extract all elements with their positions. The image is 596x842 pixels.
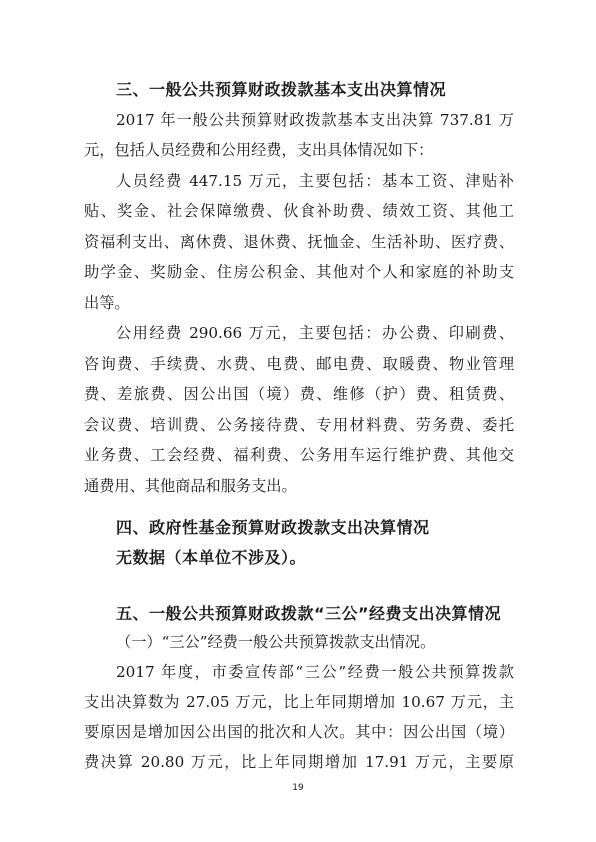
section-3-para-3-line-4: 会议费、培训费、公务接待费、专用材料费、劳务费、委托 bbox=[84, 416, 514, 434]
section-5-para-1-line-3: 要原因是增加因公出国的批次和人次。其中：因公出国（境） bbox=[84, 723, 514, 741]
section-3-para-2-line-4: 助学金、奖励金、住房公积金、其他对个人和家庭的补助支 bbox=[84, 263, 514, 281]
section-3-para-2-line-2: 贴、奖金、社会保障缴费、伙食补助费、绩效工资、其他工 bbox=[84, 202, 514, 220]
section-3-para-1-line-2: 元，包括人员经费和公用经费，支出具体情况如下： bbox=[84, 141, 434, 159]
section-3-para-2-line-5: 出等。 bbox=[84, 294, 130, 312]
section-5-para-1-line-4: 费决算 20.80 万元，比上年同期增加 17.91 万元，主要原 bbox=[84, 753, 514, 771]
section-3-para-3-line-5: 业务费、工会经费、福利费、公务用车运行维护费、其他交 bbox=[84, 446, 514, 464]
section-5-para-1-line-2: 支出决算数为 27.05 万元，比上年同期增加 10.67 万元，主 bbox=[84, 693, 514, 711]
section-4-subheading: 无数据（本单位不涉及）。 bbox=[116, 548, 307, 567]
section-3-para-3-line-3: 费、差旅费、因公出国（境）费、维修（护）费、租赁费、 bbox=[84, 385, 514, 403]
section-4-heading: 四、政府性基金预算财政拨款支出决算情况 bbox=[116, 518, 430, 537]
section-5-para-1-line-1: 2017 年度，市委宣传部“三公”经费一般公共预算拨款 bbox=[116, 663, 514, 681]
page-number: 19 bbox=[292, 783, 304, 793]
section-3-para-3-line-1: 公用经费 290.66 万元，主要包括：办公费、印刷费、 bbox=[116, 324, 514, 342]
section-3-heading: 三、一般公共预算财政拨款基本支出决算情况 bbox=[116, 80, 447, 99]
section-3-para-3-line-6: 通费用、其他商品和服务支出。 bbox=[84, 477, 297, 495]
section-5-subheading: （一）“三公”经费一般公共预算拨款支出情况。 bbox=[116, 633, 436, 651]
section-5-heading: 五、一般公共预算财政拨款“三公”经费支出决算情况 bbox=[116, 604, 502, 623]
section-3-para-3-line-2: 咨询费、手续费、水费、电费、邮电费、取暖费、物业管理 bbox=[84, 355, 514, 373]
section-3-para-2-line-1: 人员经费 447.15 万元，主要包括：基本工资、津贴补 bbox=[116, 172, 514, 190]
section-3-para-1-line-1: 2017 年一般公共预算财政拨款基本支出决算 737.81 万 bbox=[116, 111, 514, 129]
section-3-para-2-line-3: 资福利支出、离休费、退休费、抚恤金、生活补助、医疗费、 bbox=[84, 233, 514, 251]
